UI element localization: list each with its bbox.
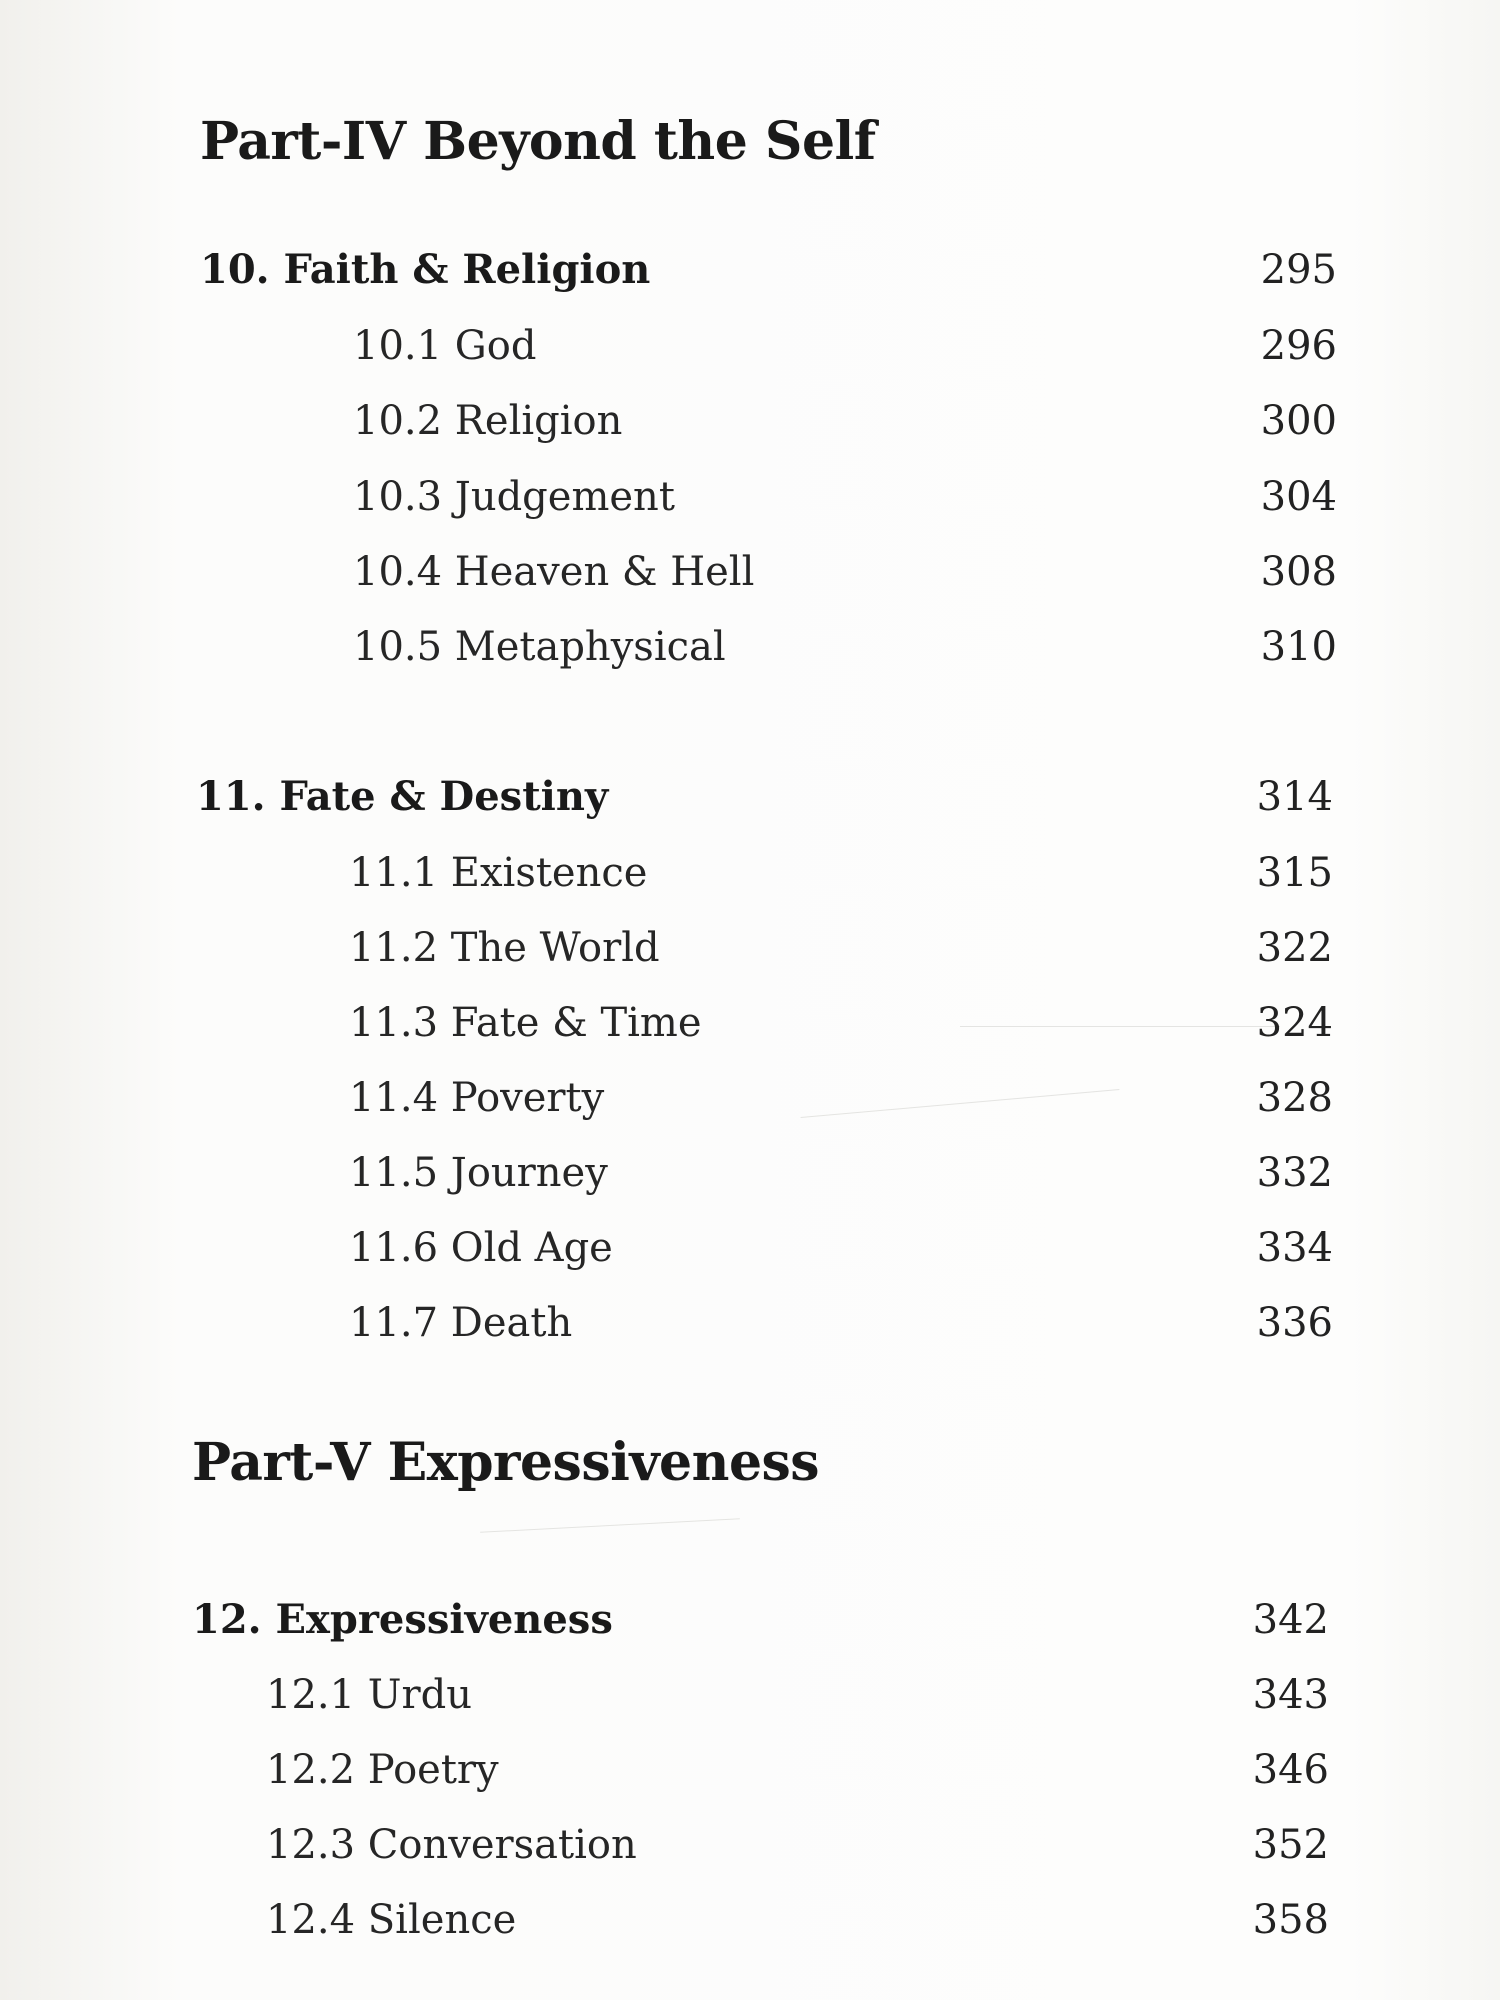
page-number: 352 [1252,1822,1329,1868]
page-number: 308 [1260,549,1337,595]
toc-section-row[interactable] [266,1890,1329,1950]
section-title: 12.3 Conversation [266,1822,637,1868]
chapter-title: 10. Faith & Religion [200,246,651,293]
page-number: 332 [1256,1150,1333,1196]
section-title: 11.7 Death [349,1300,573,1346]
page-number: 358 [1252,1897,1329,1943]
toc-section-row[interactable] [349,843,1333,903]
toc-chapter-row[interactable] [192,1590,1329,1650]
section-title: 10.1 God [353,323,537,369]
part-heading: Part-V Expressiveness [192,1432,820,1493]
toc-chapter-row[interactable] [200,240,1337,300]
toc-section-row[interactable] [353,316,1337,376]
section-title: 12.1 Urdu [266,1672,472,1718]
toc-section-row[interactable] [266,1665,1329,1725]
page-number: 295 [1260,247,1337,293]
toc-section-row[interactable] [266,1740,1329,1800]
section-title: 11.5 Journey [349,1150,608,1196]
page-number: 336 [1256,1300,1333,1346]
show-through-line [480,1518,740,1533]
toc-section-row[interactable] [353,617,1337,677]
section-title: 10.2 Religion [353,398,623,444]
page-number: 346 [1252,1747,1329,1793]
section-title: 10.4 Heaven & Hell [353,549,755,595]
toc-section-row[interactable] [353,391,1337,451]
toc-section-row[interactable] [349,1068,1333,1128]
page-number: 315 [1256,850,1333,896]
toc-chapter-row[interactable] [196,767,1333,827]
page-number: 304 [1260,474,1337,520]
section-title: 11.6 Old Age [349,1225,613,1271]
section-title: 12.2 Poetry [266,1747,499,1793]
section-title: 11.2 The World [349,925,660,971]
page-number: 296 [1260,323,1337,369]
toc-section-row[interactable] [349,918,1333,978]
section-title: 10.3 Judgement [353,474,675,520]
toc-section-row[interactable] [349,993,1333,1053]
toc-section-row[interactable] [353,467,1337,527]
toc-section-row[interactable] [266,1815,1329,1875]
toc-section-row[interactable] [349,1293,1333,1353]
toc-section-row[interactable] [349,1218,1333,1278]
chapter-title: 12. Expressiveness [192,1596,613,1643]
section-title: 11.4 Poverty [349,1075,605,1121]
page-number: 300 [1260,398,1337,444]
page-number: 343 [1252,1672,1329,1718]
page-number: 334 [1256,1225,1333,1271]
page-number: 324 [1256,1000,1333,1046]
page-number: 328 [1256,1075,1333,1121]
toc-section-row[interactable] [349,1143,1333,1203]
page-number: 314 [1256,774,1333,820]
page-number: 310 [1260,624,1337,670]
page-number: 342 [1252,1597,1329,1643]
toc-section-row[interactable] [353,542,1337,602]
part-heading: Part-IV Beyond the Self [200,111,876,172]
page-number: 322 [1256,925,1333,971]
section-title: 11.1 Existence [349,850,648,896]
section-title: 12.4 Silence [266,1897,517,1943]
chapter-title: 11. Fate & Destiny [196,773,609,820]
section-title: 11.3 Fate & Time [349,1000,702,1046]
section-title: 10.5 Metaphysical [353,624,726,670]
